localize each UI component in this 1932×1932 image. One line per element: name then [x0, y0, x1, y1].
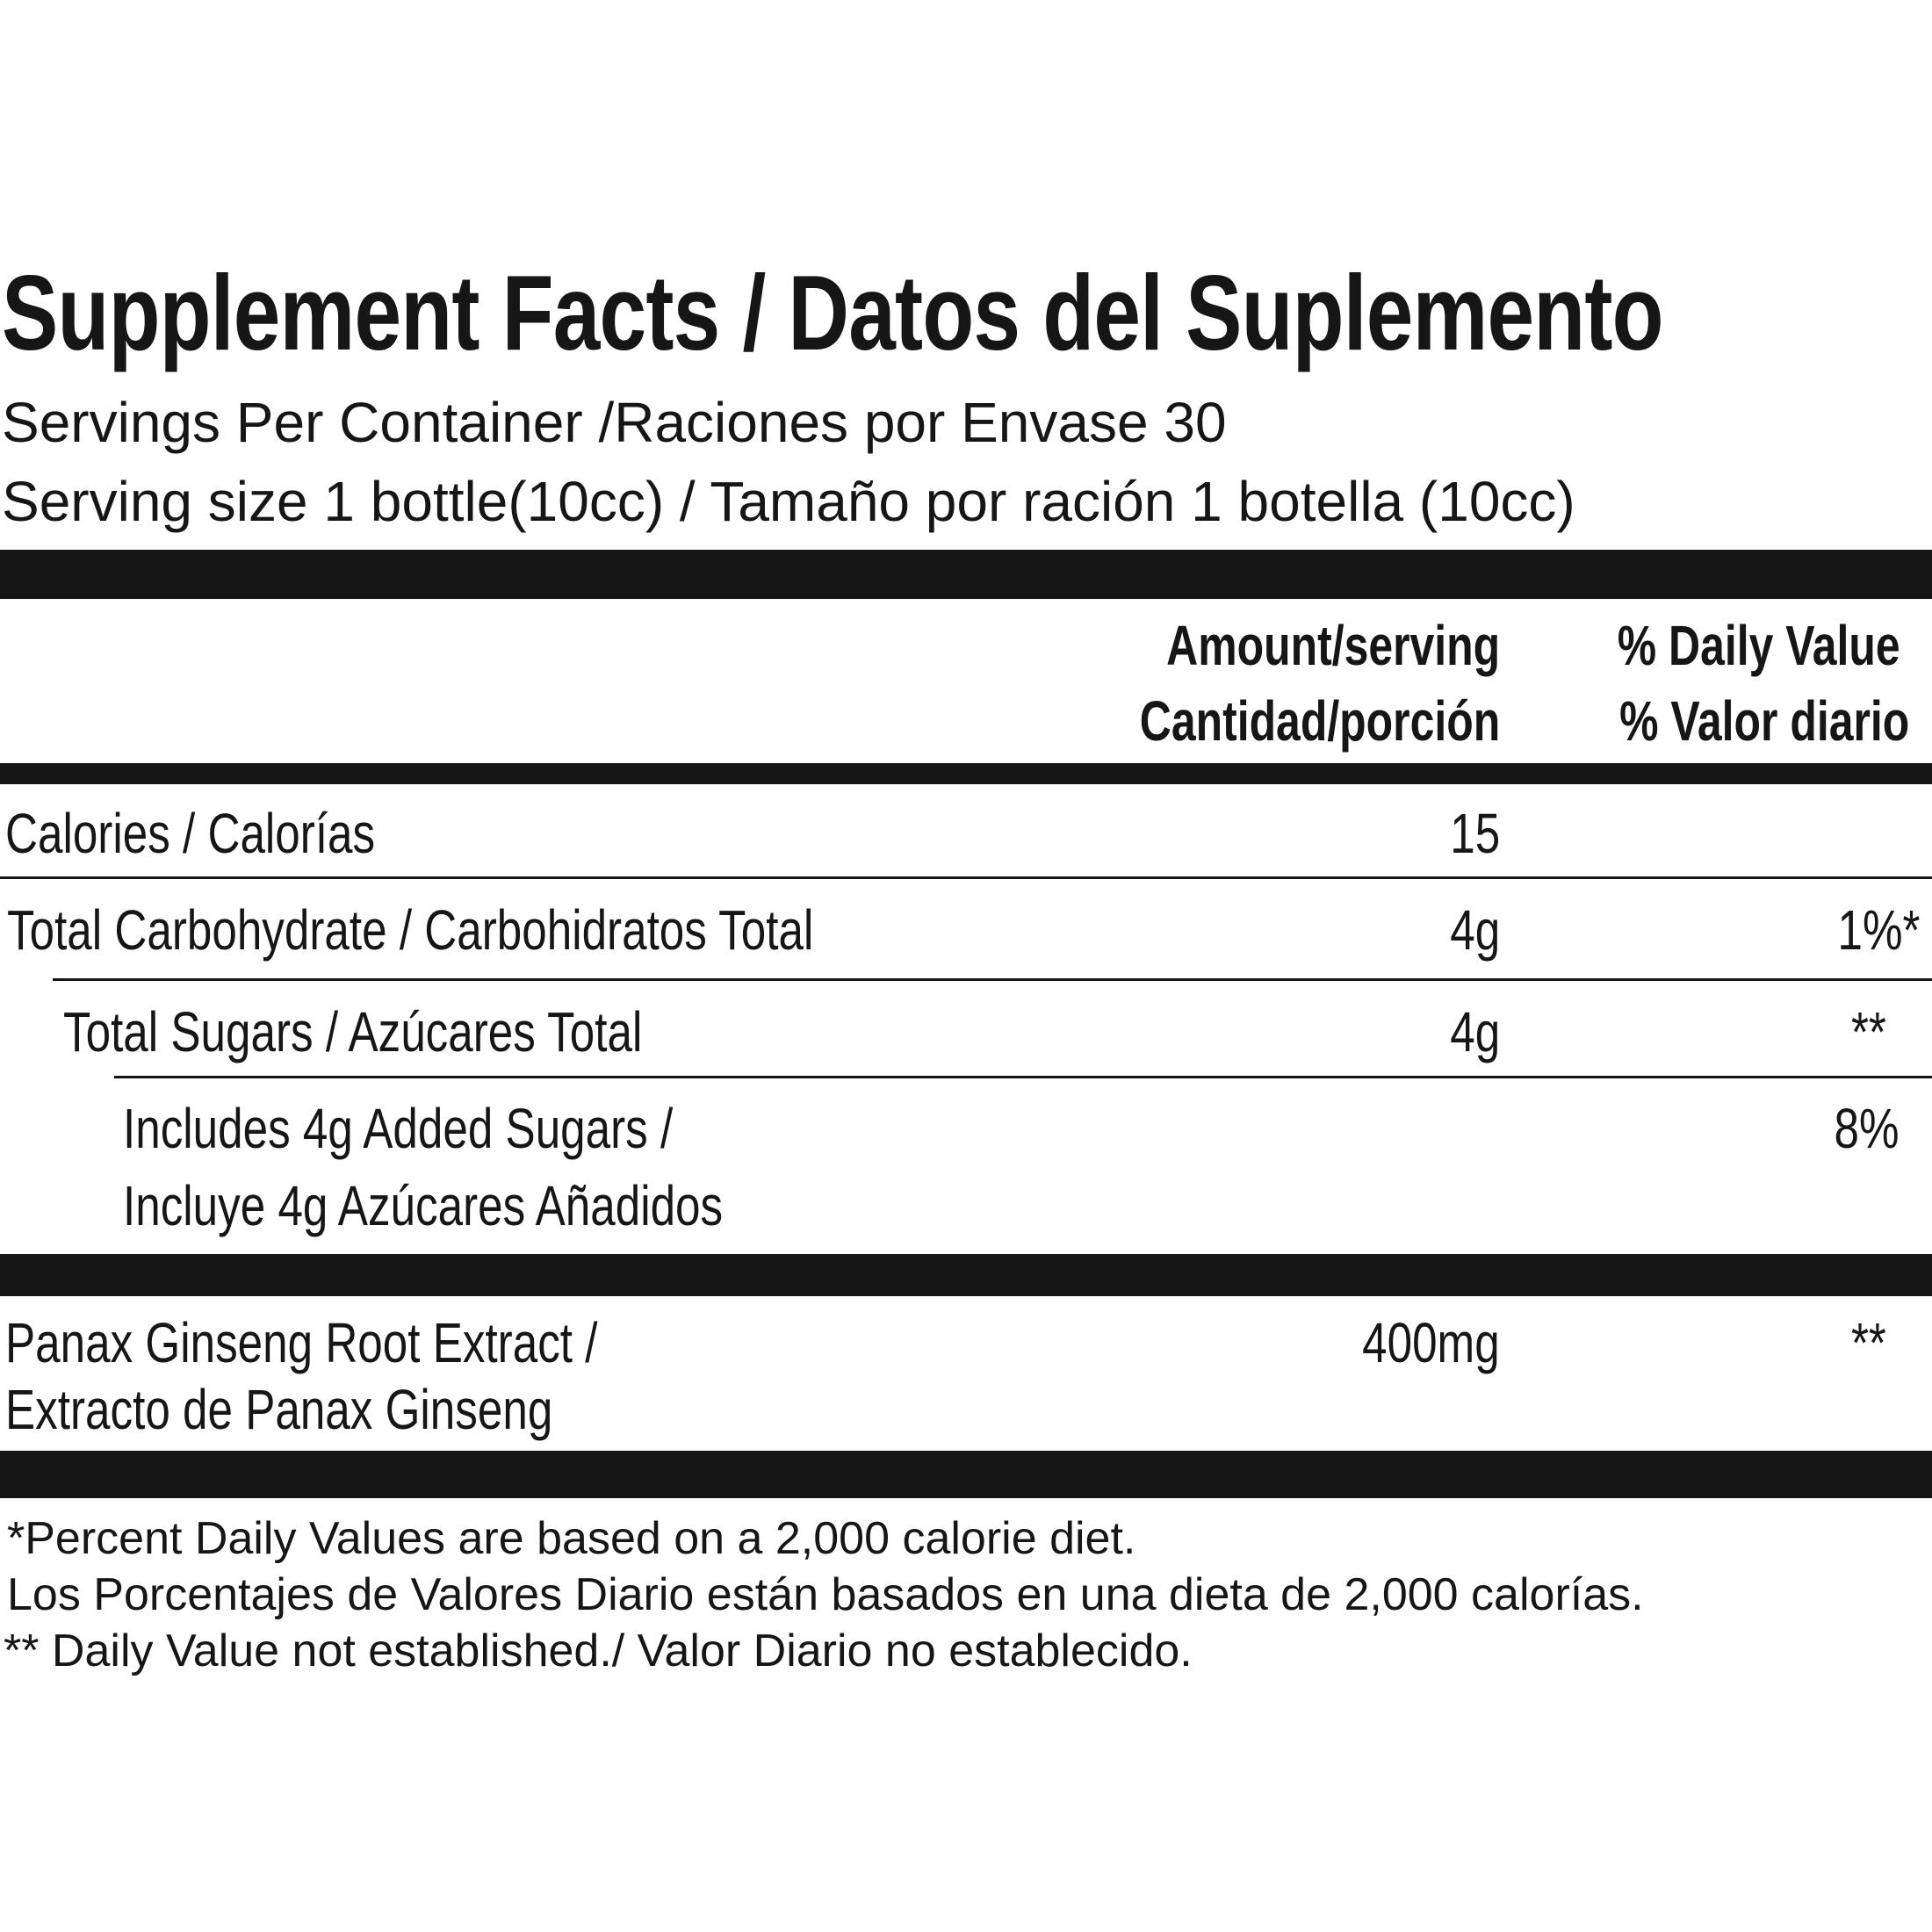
total-sugars-dv: ** [1851, 1000, 1886, 1063]
carbohydrate-dv: 1%* [1837, 898, 1920, 962]
calories-label: Calories / Calorías [5, 802, 376, 865]
ginseng-label-en: Panax Ginseng Root Extract / [5, 1311, 598, 1374]
medium-divider [0, 763, 1932, 784]
thick-divider-middle [0, 1254, 1932, 1296]
serving-size: Serving size 1 bottle(10cc) / Tamaño por ración 1 botella (10cc) [2, 470, 1575, 533]
amount-header-es: Cantidad/porción [1139, 689, 1500, 753]
calories-amount: 15 [1450, 802, 1500, 865]
total-sugars-amount: 4g [1450, 1000, 1500, 1063]
ginseng-dv: ** [1851, 1311, 1886, 1374]
row-divider [53, 978, 1932, 981]
footnote-dv-es: Los Porcentajes de Valores Diario están basados en una dieta de 2,000 calorías. [7, 1569, 1644, 1620]
row-divider [114, 1076, 1932, 1078]
amount-header-en: Amount/serving [1166, 614, 1500, 677]
ginseng-amount: 400mg [1362, 1311, 1500, 1374]
servings-per-container: Servings Per Container /Raciones por Envase 30 [2, 391, 1227, 454]
thick-divider-top [0, 550, 1932, 599]
footnote-not-established: ** Daily Value not established./ Valor Diario no establecido. [4, 1626, 1193, 1676]
footnote-dv-en: *Percent Daily Values are based on a 2,000 calorie diet. [7, 1513, 1136, 1564]
added-sugars-dv: 8% [1834, 1097, 1899, 1160]
total-sugars-label: Total Sugars / Azúcares Total [63, 1000, 643, 1063]
label-title: Supplement Facts / Datos del Suplemento [2, 253, 1663, 372]
dv-header-en: % Daily Value [1618, 614, 1900, 677]
added-sugars-label-en: Includes 4g Added Sugars / [123, 1097, 674, 1160]
row-divider [0, 876, 1932, 879]
carbohydrate-amount: 4g [1450, 898, 1500, 962]
added-sugars-label-es: Incluye 4g Azúcares Añadidos [123, 1174, 724, 1237]
dv-header-es: % Valor diario [1618, 689, 1909, 753]
ginseng-label-es: Extracto de Panax Ginseng [5, 1378, 553, 1441]
thick-divider-bottom [0, 1451, 1932, 1498]
carbohydrate-label: Total Carbohydrate / Carbohidratos Total [7, 898, 814, 962]
